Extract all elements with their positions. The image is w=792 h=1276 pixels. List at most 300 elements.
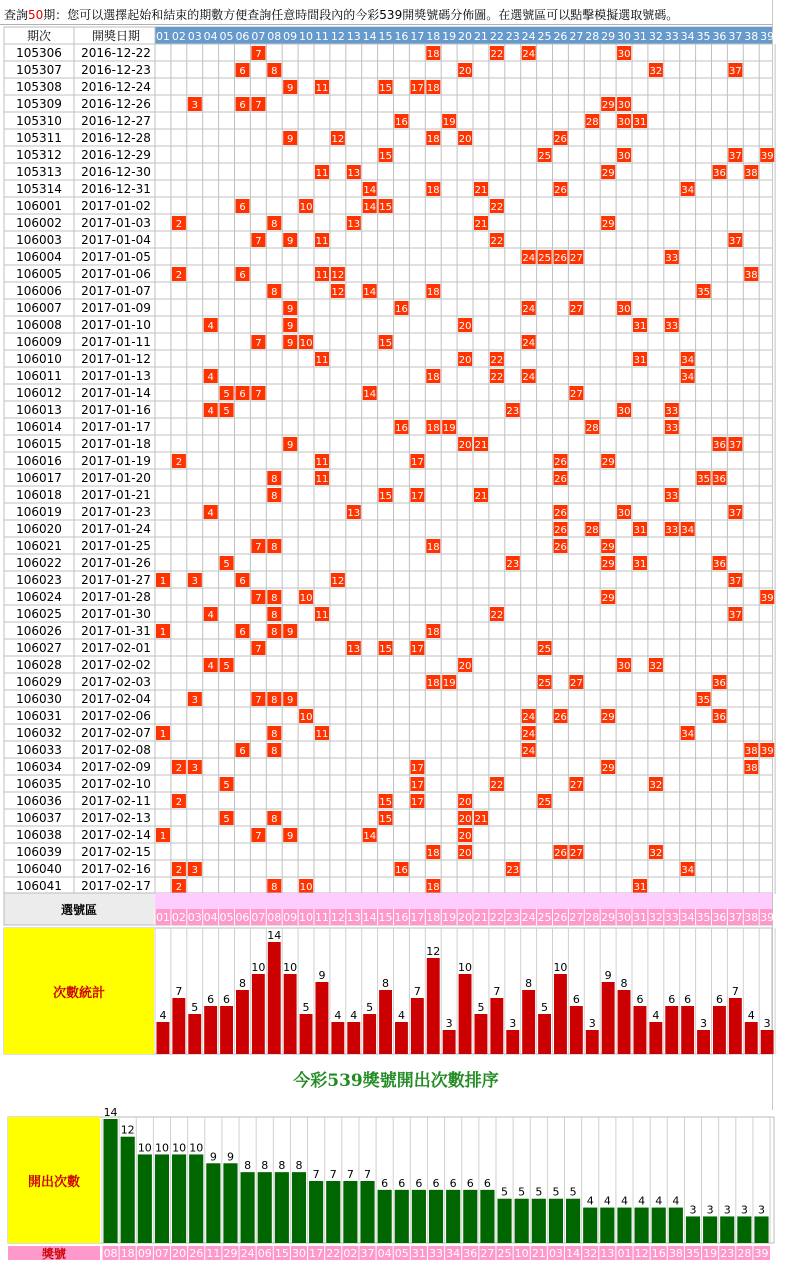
number-header-33: 33 [664,30,679,43]
period-cell: 106016 [16,454,62,468]
ranking-bar-value: 4 [672,1194,680,1208]
ranking-bar-10 [515,1199,529,1243]
stats-bar-15 [379,990,392,1054]
drawn-number-label: 13 [347,168,361,179]
drawn-number-label: 1 [159,729,167,740]
drawn-number-label: 18 [426,83,440,94]
number-header-26: 26 [553,30,568,43]
date-cell: 2017-01-18 [81,437,151,451]
date-cell: 2016-12-27 [81,114,151,128]
stats-bar-value: 3 [700,1017,708,1030]
ranking-number-13: 13 [600,1247,615,1260]
date-cell: 2017-01-07 [81,284,151,298]
number-header-19: 19 [442,30,457,43]
date-cell: 2017-01-24 [81,522,151,536]
ranking-bar-value: 8 [261,1159,269,1173]
ranking-bar-value: 6 [483,1176,491,1190]
select-number-35[interactable]: 35 [696,911,711,924]
column-header-period: 期次 [26,29,52,43]
select-number-26[interactable]: 26 [553,911,568,924]
select-number-34[interactable]: 34 [680,911,695,924]
drawn-number-label: 10 [299,593,313,604]
drawn-number-label: 18 [426,882,440,893]
drawn-number-label: 37 [729,151,742,162]
stats-bar-18 [427,958,440,1054]
drawn-number-label: 18 [426,848,440,859]
number-header-21: 21 [473,30,488,43]
ranking-bar-value: 5 [501,1185,509,1199]
period-cell: 106009 [16,335,62,349]
number-header-15: 15 [378,30,393,43]
stats-bar-37 [729,998,742,1054]
select-number-18[interactable]: 18 [426,911,441,924]
stats-bar-value: 3 [509,1017,517,1030]
drawn-number-label: 30 [617,100,631,111]
drawn-number-label: 36 [713,712,726,723]
ranking-bar-23 [720,1216,734,1243]
number-header-29: 29 [601,30,616,43]
select-number-02[interactable]: 02 [171,911,186,924]
header-prefix: 查詢 [4,8,29,22]
ranking-bar-value: 6 [415,1176,423,1190]
ranking-number-02: 02 [343,1247,358,1260]
drawn-number-label: 24 [522,304,536,315]
drawn-number-label: 26 [554,712,567,723]
stats-bar-35 [697,1030,710,1054]
drawn-number-label: 32 [649,780,663,791]
drawn-number-label: 25 [538,151,551,162]
drawn-number-label: 29 [601,100,615,111]
drawn-number-label: 8 [271,746,278,757]
stats-bar-value: 8 [620,977,628,990]
period-count[interactable]: 50 [28,8,44,22]
stats-bar-value: 12 [426,945,441,958]
ranking-bar-value: 9 [226,1150,234,1164]
drawn-number-label: 23 [506,559,520,570]
stats-bar-24 [522,990,535,1054]
select-number-20[interactable]: 20 [458,911,473,924]
date-cell: 2017-02-11 [81,794,151,808]
select-number-10[interactable]: 10 [299,911,314,924]
drawn-number-label: 27 [570,389,583,400]
ranking-bar-value: 5 [518,1185,526,1199]
period-cell: 105312 [16,148,62,162]
period-cell: 106014 [16,420,62,434]
drawn-number-label: 15 [379,814,392,825]
period-cell: 106029 [16,675,62,689]
period-cell: 106018 [16,488,62,502]
drawn-number-label: 30 [617,406,631,417]
drawn-number-label: 3 [191,695,198,706]
period-cell: 105309 [16,97,62,111]
drawn-number-label: 20 [458,797,472,808]
stats-bar-16 [395,1022,408,1054]
select-number-38[interactable]: 38 [744,911,759,924]
drawn-number-label: 36 [713,678,726,689]
stats-bar-03 [188,1014,201,1054]
drawn-number-label: 5 [223,559,230,570]
period-cell: 106004 [16,250,62,264]
stats-bar-value: 6 [223,993,231,1006]
drawn-number-label: 13 [347,508,361,519]
stats-bar-value: 7 [493,985,501,998]
ranking-number-18: 18 [120,1247,135,1260]
select-number-04[interactable]: 04 [203,911,218,924]
stats-bar-06 [236,990,249,1054]
drawn-number-label: 8 [271,729,278,740]
drawn-number-label: 33 [665,406,679,417]
ranking-number-03: 03 [548,1247,563,1260]
stats-bar-value: 4 [159,1009,167,1022]
drawn-number-label: 5 [223,389,230,400]
drawn-number-label: 37 [729,508,742,519]
drawn-number-label: 17 [411,797,424,808]
ranking-number-15: 15 [274,1247,289,1260]
date-cell: 2017-01-12 [81,352,151,366]
drawn-number-label: 4 [207,321,214,332]
select-number-05[interactable]: 05 [219,911,234,924]
select-number-17[interactable]: 17 [410,911,425,924]
drawn-number-label: 6 [239,270,246,281]
drawn-number-label: 26 [554,542,567,553]
drawn-number-label: 34 [681,355,695,366]
select-number-32[interactable]: 32 [648,911,663,924]
period-cell: 106005 [16,267,62,281]
drawn-number-label: 20 [458,134,472,145]
ranking-number-37: 37 [360,1247,375,1260]
stats-bar-04 [204,1006,217,1054]
ranking-bar-30 [292,1172,306,1243]
drawn-number-label: 20 [458,440,472,451]
stats-bar-value: 9 [604,969,612,982]
ranking-bar-36 [463,1190,477,1243]
date-cell: 2017-01-31 [81,624,151,638]
ranking-bar-value: 6 [381,1176,389,1190]
ranking-number-21: 21 [531,1247,546,1260]
ranking-bar-value: 10 [137,1141,152,1155]
ranking-bar-19 [703,1216,717,1243]
ranking-number-25: 25 [497,1247,512,1260]
drawn-number-label: 24 [522,372,536,383]
ranking-bar-value: 5 [535,1185,543,1199]
drawn-number-label: 23 [506,865,520,876]
number-header-37: 37 [728,30,743,43]
ranking-bar-39 [754,1216,768,1243]
period-cell: 106006 [16,284,62,298]
ranking-bar-value: 6 [449,1176,457,1190]
date-cell: 2017-01-02 [81,199,151,213]
drawn-number-label: 17 [411,763,424,774]
period-cell: 106031 [16,709,62,723]
stats-bar-value: 8 [525,977,533,990]
drawn-number-label: 9 [287,695,294,706]
ranking-bar-17 [309,1181,323,1243]
drawn-number-label: 38 [744,763,758,774]
select-number-25[interactable]: 25 [537,911,552,924]
drawn-number-label: 15 [379,202,392,213]
stats-bar-13 [347,1022,360,1054]
drawn-number-label: 6 [239,100,246,111]
period-cell: 106019 [16,505,62,519]
drawn-number-label: 25 [538,797,551,808]
ranking-bar-value: 7 [346,1168,354,1181]
drawn-number-label: 16 [395,304,408,315]
ranking-bar-value: 7 [329,1168,337,1181]
ranking-bar-35 [686,1216,700,1243]
drawn-number-label: 21 [474,219,488,230]
drawn-number-label: 6 [239,746,246,757]
date-cell: 2017-02-15 [81,845,151,859]
select-number-29[interactable]: 29 [601,911,616,924]
select-number-14[interactable]: 14 [362,911,377,924]
ranking-number-28: 28 [737,1247,752,1260]
drawn-number-label: 22 [490,355,504,366]
select-number-33[interactable]: 33 [664,911,679,924]
select-number-16[interactable]: 16 [394,911,409,924]
period-cell: 106041 [16,879,62,893]
drawn-number-label: 7 [255,236,262,247]
stats-bar-01 [157,1022,170,1054]
period-cell: 105314 [16,182,62,196]
period-cell: 105307 [16,63,62,77]
select-number-30[interactable]: 30 [617,911,632,924]
ranking-bar-31 [412,1190,426,1243]
drawn-number-label: 11 [315,236,329,247]
stats-bar-17 [411,998,424,1054]
drawn-number-label: 7 [255,100,262,111]
drawn-number-label: 15 [379,338,392,349]
drawn-number-label: 18 [426,627,440,638]
date-cell: 2017-02-06 [81,709,151,723]
drawn-number-label: 29 [601,593,615,604]
date-cell: 2017-01-14 [81,386,151,400]
drawn-number-label: 15 [379,83,392,94]
stats-bar-value: 6 [572,993,580,1006]
drawn-number-label: 23 [506,406,520,417]
date-cell: 2017-01-04 [81,233,151,247]
drawn-number-label: 34 [681,372,695,383]
drawn-number-label: 18 [426,678,440,689]
drawn-number-label: 10 [299,712,313,723]
ranking-bar-value: 6 [432,1176,440,1190]
ranking-number-22: 22 [326,1247,341,1260]
number-header-38: 38 [744,30,759,43]
stats-bar-value: 5 [191,1001,199,1014]
drawn-number-label: 14 [363,287,377,298]
ranking-number-38: 38 [668,1247,683,1260]
date-cell: 2017-02-01 [81,641,151,655]
drawn-number-label: 15 [379,151,392,162]
date-cell: 2017-01-28 [81,590,151,604]
drawn-number-label: 9 [287,338,294,349]
number-header-12: 12 [330,30,345,43]
drawn-number-label: 18 [426,134,440,145]
drawn-number-label: 31 [633,321,647,332]
drawn-number-label: 20 [458,661,472,672]
ranking-bar-21 [532,1199,546,1243]
drawn-number-label: 30 [617,508,631,519]
select-number-15[interactable]: 15 [378,911,393,924]
period-cell: 106027 [16,641,62,655]
date-cell: 2017-02-16 [81,862,151,876]
number-header-06: 06 [235,30,250,43]
stats-bar-29 [602,982,615,1054]
stats-bar-value: 8 [238,977,246,990]
drawn-number-label: 29 [601,542,615,553]
drawn-number-label: 26 [554,253,567,264]
drawn-number-label: 27 [570,780,583,791]
number-header-36: 36 [712,30,727,43]
drawn-number-label: 20 [458,321,472,332]
select-number-36[interactable]: 36 [712,911,727,924]
ranking-number-17: 17 [309,1247,324,1260]
drawn-number-label: 5 [223,661,230,672]
period-cell: 106026 [16,624,62,638]
select-number-28[interactable]: 28 [585,911,600,924]
ranking-bar-38 [669,1208,683,1243]
selection-strip [155,893,772,909]
ranking-number-39: 39 [754,1247,769,1260]
stats-bar-31 [634,1006,647,1054]
drawn-number-label: 31 [633,117,647,128]
select-number-07[interactable]: 07 [251,911,266,924]
select-number-11[interactable]: 11 [314,911,329,924]
drawn-number-label: 24 [522,746,536,757]
date-cell: 2017-02-14 [81,828,151,842]
drawn-number-label: 9 [287,83,294,94]
stats-bar-09 [284,974,297,1054]
period-cell: 106034 [16,760,62,774]
drawn-number-label: 9 [287,236,294,247]
stats-bar-25 [538,1014,551,1054]
period-cell: 105306 [16,46,62,60]
drawn-number-label: 27 [570,304,583,315]
select-number-09[interactable]: 09 [283,911,298,924]
date-cell: 2017-02-03 [81,675,151,689]
ranking-bar-03 [549,1199,563,1243]
select-number-06[interactable]: 06 [235,911,250,924]
ranking-bar-value: 4 [620,1194,628,1208]
ranking-bar-value: 4 [655,1194,663,1208]
drawn-number-label: 26 [554,457,567,468]
ranking-bar-25 [497,1199,511,1243]
drawn-number-label: 9 [287,321,294,332]
select-number-31[interactable]: 31 [632,911,647,924]
ranking-bar-14 [566,1199,580,1243]
number-header-16: 16 [394,30,409,43]
ranking-bar-value: 9 [209,1150,217,1164]
stats-bar-22 [490,998,503,1054]
date-cell: 2017-01-23 [81,505,151,519]
select-number-39[interactable]: 39 [760,911,775,924]
drawn-number-label: 3 [191,865,198,876]
select-number-24[interactable]: 24 [521,911,536,924]
ranking-bar-15 [275,1172,289,1243]
drawn-number-label: 18 [426,287,440,298]
period-cell: 105311 [16,131,62,145]
ranking-number-04: 04 [377,1247,392,1260]
ranking-number-19: 19 [703,1247,718,1260]
date-cell: 2017-01-20 [81,471,151,485]
drawn-number-label: 7 [255,695,262,706]
stats-bar-value: 10 [251,961,266,974]
drawn-number-label: 3 [191,763,198,774]
date-cell: 2017-02-13 [81,811,151,825]
drawn-number-label: 8 [271,219,278,230]
drawn-number-label: 2 [175,865,183,876]
ranking-bar-12 [635,1208,649,1243]
drawn-number-label: 13 [347,644,361,655]
stats-bar-value: 4 [334,1009,342,1022]
ranking-number-31: 31 [411,1247,426,1260]
period-cell: 106008 [16,318,62,332]
drawn-number-label: 31 [633,882,647,893]
drawn-number-label: 30 [617,661,631,672]
drawn-number-label: 10 [299,202,313,213]
select-number-19[interactable]: 19 [442,911,457,924]
drawn-number-label: 6 [239,576,246,587]
drawn-number-label: 12 [331,576,345,587]
ranking-bar-05 [395,1190,409,1243]
period-cell: 105308 [16,80,62,94]
period-cell: 106025 [16,607,62,621]
date-cell: 2016-12-26 [81,97,151,111]
drawn-number-label: 37 [729,576,742,587]
ranking-number-33: 33 [429,1247,444,1260]
drawn-number-label: 22 [490,372,504,383]
number-header-08: 08 [267,30,282,43]
date-cell: 2017-01-11 [81,335,151,349]
select-number-23[interactable]: 23 [505,911,520,924]
select-number-12[interactable]: 12 [330,911,345,924]
date-cell: 2016-12-23 [81,63,151,77]
select-number-01[interactable]: 01 [155,911,170,924]
drawn-number-label: 14 [363,831,377,842]
date-cell: 2017-01-10 [81,318,151,332]
select-number-27[interactable]: 27 [569,911,584,924]
ranking-number-26: 26 [189,1247,204,1260]
drawn-number-label: 32 [649,661,663,672]
select-number-03[interactable]: 03 [187,911,202,924]
ranking-bar-08 [104,1119,118,1243]
period-cell: 106010 [16,352,62,366]
date-cell: 2017-01-21 [81,488,151,502]
ranking-bar-18 [121,1137,135,1243]
select-number-37[interactable]: 37 [728,911,743,924]
drawn-number-label: 8 [271,491,278,502]
ranking-bar-28 [737,1216,751,1243]
drawn-number-label: 4 [207,610,214,621]
stats-bar-27 [570,1006,583,1054]
drawn-number-label: 6 [239,627,246,638]
drawn-number-label: 33 [665,423,679,434]
drawn-number-label: 26 [554,474,567,485]
select-number-22[interactable]: 22 [489,911,504,924]
drawn-number-label: 34 [681,865,695,876]
select-number-21[interactable]: 21 [473,911,488,924]
stats-bar-value: 5 [477,1001,485,1014]
number-header-25: 25 [537,30,552,43]
date-cell: 2017-02-17 [81,879,151,893]
select-number-08[interactable]: 08 [267,911,282,924]
stats-bar-value: 4 [747,1009,755,1022]
ranking-bar-value: 8 [295,1159,303,1173]
drawn-number-label: 8 [271,542,278,553]
period-cell: 105313 [16,165,62,179]
select-number-13[interactable]: 13 [346,911,361,924]
drawn-number-label: 4 [207,372,214,383]
date-cell: 2017-02-09 [81,760,151,774]
